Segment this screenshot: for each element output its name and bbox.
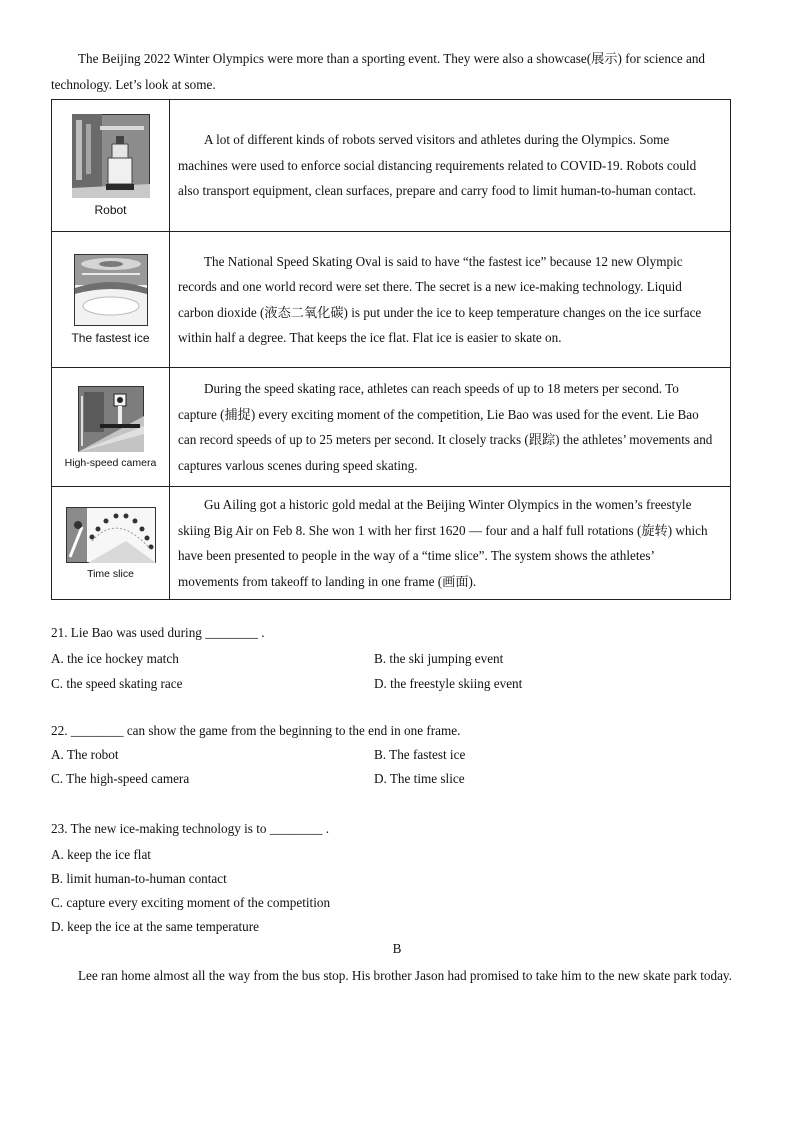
question-21-option-c[interactable]: C. the speed skating race <box>51 676 183 691</box>
camera-caption: High-speed camera <box>64 456 157 469</box>
question-21-option-a[interactable]: A. the ice hockey match <box>51 651 179 666</box>
question-22-option-b[interactable]: B. The fastest ice <box>374 747 466 762</box>
time-slice-cell <box>52 487 170 600</box>
table-row <box>52 100 731 232</box>
technology-table <box>51 99 731 600</box>
ice-cell <box>52 232 170 368</box>
ice-caption: The fastest ice <box>71 331 150 345</box>
question-23-option-c[interactable]: C. capture every exciting moment of the competition <box>51 895 331 910</box>
section-b-text: Lee ran home almost all the way from the bus stop. His brother Jason had promised to take him to the new skate park today. <box>78 968 732 983</box>
section-b-paragraph <box>51 964 755 988</box>
question-23-option-a[interactable]: A. keep the ice flat <box>51 847 151 862</box>
time-slice-photo <box>66 507 156 563</box>
time-slice-text: Gu Ailing got a historic gold medal at the Beijing Winter Olympics in the women’s freestyle skiing Big Air on Feb 8. She won 1 with her first 1620 — four and a half full rotations (旋转) which have been presented to people in the way of a “time slice”. The system shows the athletes’ movements from takeoff to landing in one frame (画面). <box>178 497 708 589</box>
question-23: 23. The new ice-making technology is to ________ . <box>51 821 330 836</box>
question-22-option-d[interactable]: D. The time slice <box>374 771 465 786</box>
time-slice-description <box>170 487 731 600</box>
question-23-option-b[interactable]: B. limit human-to-human contact <box>51 871 227 886</box>
camera-description <box>170 368 731 487</box>
question-21-option-d[interactable]: D. the freestyle skiing event <box>374 676 523 691</box>
robot-photo <box>72 114 150 198</box>
table-row <box>52 368 731 487</box>
time-slice-caption: Time slice <box>87 567 134 580</box>
camera-text: During the speed skating race, athletes can reach speeds of up to 18 meters per second. To capture (捕捉) every exciting moment of the competition, Lie Bao was used for the event. Lie Bao can record speeds of up to 25 meters per second. It closely tracks (跟踪) the athletes’ movements and captures varlous scenes during speed skating. <box>178 381 713 473</box>
ice-text: The National Speed Skating Oval is said to have “the fastest ice” because 12 new Olympic records and one world record were set there. The secret is a new ice-making technology. Liquid carbon dioxide (液态二氧化碳) is put under the ice to keep temperature changes on the ice surface within half a degree. That keeps the ice flat. Flat ice is easier to skate on. <box>178 253 702 345</box>
intro-text: The Beijing 2022 Winter Olympics were more than a sporting event. They were also a showcase(展示) for science and technology. Let’s look at some. <box>51 51 706 92</box>
question-23-option-d[interactable]: D. keep the ice at the same temperature <box>51 919 259 934</box>
robot-text: A lot of different kinds of robots served visitors and athletes during the Olympics. Some machines were used to enforce social distancing requirements related to COVID-19. Robots could also transport equipment, clean surfaces, prepare and carry food to limit human-to-human contact. <box>178 132 697 199</box>
question-21: 21. Lie Bao was used during ________ . <box>51 625 265 640</box>
question-22-option-c[interactable]: C. The high-speed camera <box>51 771 190 786</box>
question-21-option-b[interactable]: B. the ski jumping event <box>374 651 504 666</box>
robot-description <box>170 100 731 232</box>
robot-caption: Robot <box>94 203 127 217</box>
question-22-option-a[interactable]: A. The robot <box>51 747 119 762</box>
section-b-heading: B <box>392 941 402 956</box>
intro-paragraph <box>51 46 755 98</box>
camera-photo <box>78 386 144 452</box>
ice-rink-photo <box>74 254 148 326</box>
robot-cell <box>52 100 170 232</box>
ice-description <box>170 232 731 368</box>
camera-cell <box>52 368 170 487</box>
table-row <box>52 232 731 368</box>
question-22: 22. ________ can show the game from the beginning to the end in one frame. <box>51 723 461 738</box>
table-row <box>52 487 731 600</box>
